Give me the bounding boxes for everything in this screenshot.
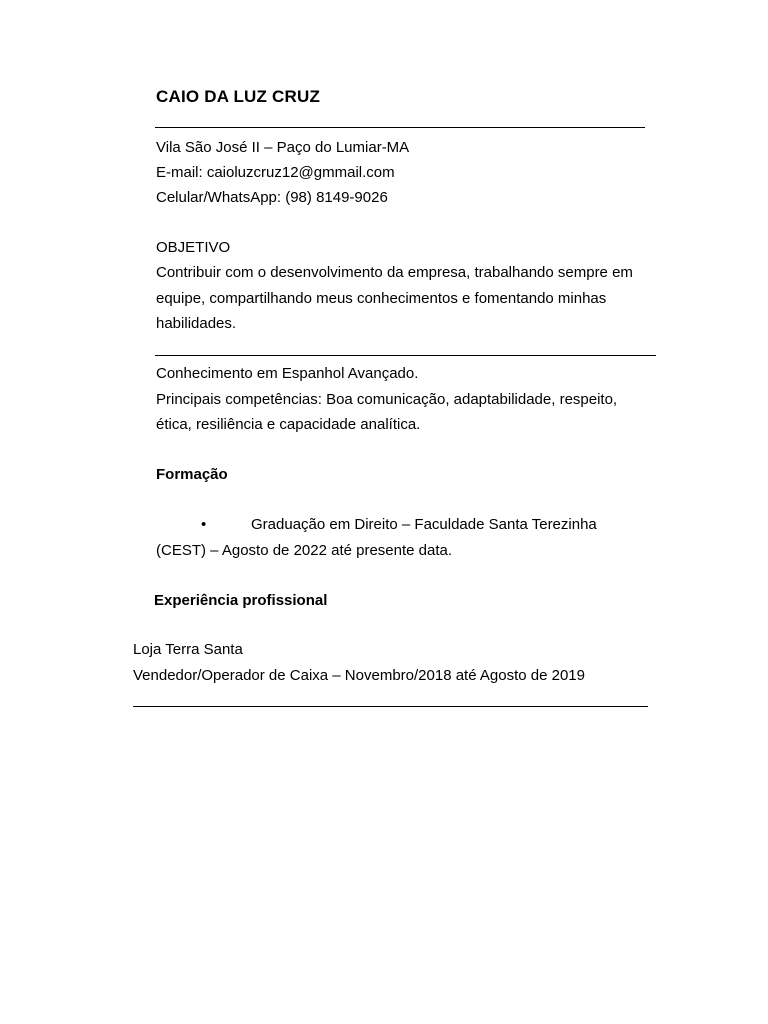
bullet-icon: •	[201, 516, 207, 533]
contact-phone: Celular/WhatsApp: (98) 8149-9026	[156, 189, 388, 206]
objective-line: Contribuir com o desenvolvimento da empresa, trabalhando sempre em	[156, 264, 633, 281]
skill-line: Principais competências: Boa comunicação, adaptabilidade, respeito,	[156, 391, 618, 408]
contact-email: E-mail: caioluzcruz12@gmmail.com	[156, 164, 395, 181]
experience-role: Vendedor/Operador de Caixa – Novembro/2018 até Agosto de 2019	[133, 667, 585, 684]
contact-address: Vila São José II – Paço do Lumiar-MA	[156, 139, 410, 156]
divider-line	[155, 127, 645, 128]
objective-line: habilidades.	[156, 315, 237, 332]
skill-line: Conhecimento em Espanhol Avançado.	[156, 365, 419, 382]
skill-line: ética, resiliência e capacidade analítica.	[156, 416, 421, 433]
education-heading: Formação	[156, 466, 228, 483]
education-degree-dates: (CEST) – Agosto de 2022 até presente data.	[156, 542, 453, 559]
objective-line: equipe, compartilhando meus conhecimentos e fomentando minhas	[156, 290, 607, 307]
divider-line	[155, 355, 656, 356]
experience-heading: Experiência profissional	[154, 592, 328, 609]
experience-company: Loja Terra Santa	[133, 641, 243, 658]
education-degree: Graduação em Direito – Faculdade Santa Terezinha	[251, 516, 597, 533]
divider-line	[133, 706, 648, 707]
resume-name: CAIO DA LUZ CRUZ	[156, 87, 321, 106]
objective-heading: OBJETIVO	[156, 239, 231, 256]
